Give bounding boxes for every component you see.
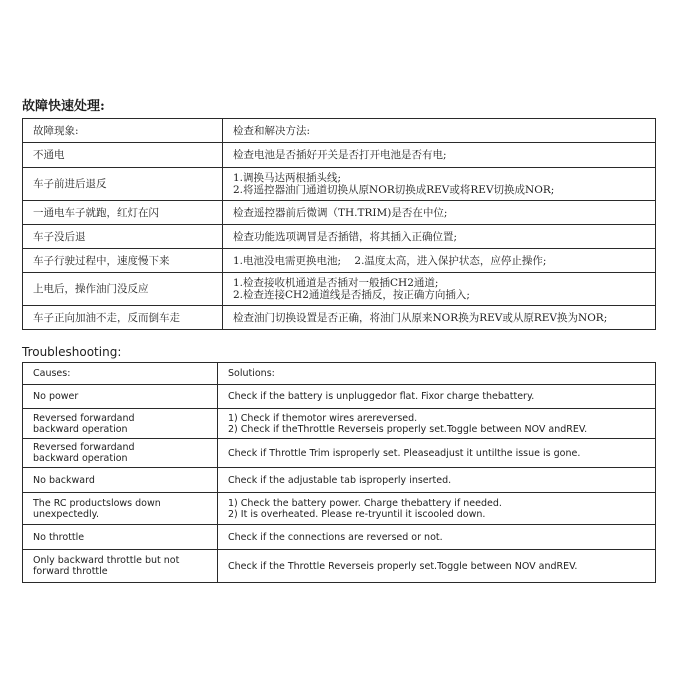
cause-column-header: Causes: bbox=[23, 363, 218, 385]
solution-cell bbox=[223, 249, 656, 273]
solution-cell bbox=[218, 439, 656, 468]
cause-line: forward throttle bbox=[33, 566, 108, 577]
solution-cell bbox=[223, 143, 656, 168]
cause-cell bbox=[23, 385, 218, 409]
cause-line: Reversed forwardand bbox=[33, 412, 135, 424]
solution-line: 1) Check the battery power. Charge thebattery if needed. bbox=[228, 497, 502, 509]
table-row bbox=[23, 385, 656, 409]
solution-line: Check if the Throttle Reverseis properly set.Toggle between NOV andREV. bbox=[228, 560, 578, 572]
cause-line: backward operation bbox=[33, 423, 128, 435]
solution-cell bbox=[223, 306, 656, 330]
table-row bbox=[23, 439, 656, 468]
solution-column-header: 检查和解决方法: bbox=[223, 119, 656, 143]
table-row bbox=[23, 525, 656, 550]
table-row bbox=[23, 468, 656, 493]
cause-line: No power bbox=[33, 391, 79, 402]
solution-cell bbox=[223, 168, 656, 201]
table-row bbox=[23, 201, 656, 225]
cause-cell bbox=[23, 439, 218, 468]
table-row bbox=[23, 249, 656, 273]
solution-line: 2.将遥控器油门通道切换从原NOR切换成REV或将REV切换成NOR; bbox=[233, 184, 555, 196]
cause-cell: 一通电车子就跑，红灯在闪 bbox=[23, 201, 223, 225]
cause-cell: 上电后，操作油门没反应 bbox=[23, 273, 223, 306]
cause-cell bbox=[23, 468, 218, 493]
cause-line: backward operation bbox=[33, 453, 128, 464]
english-troubleshooting-table bbox=[22, 362, 656, 583]
cause-cell bbox=[23, 409, 218, 439]
solution-cell bbox=[218, 525, 656, 550]
table-row bbox=[23, 409, 656, 439]
cause-line: Reversed forwardand bbox=[33, 442, 135, 453]
cause-line: The RC productslows down bbox=[33, 497, 161, 509]
solution-line: 检查油门切换设置是否正确，将油门从原来NOR换为REV或从原REV换为NOR; bbox=[233, 311, 608, 324]
solution-line: 1.电池没电需更换电池; 2.温度太高，进入保护状态，应停止操作; bbox=[233, 254, 547, 267]
solution-line: Check if the connections are reversed or not. bbox=[228, 531, 443, 543]
cause-cell: 不通电 bbox=[23, 143, 223, 168]
solution-line: 2) It is overheated. Please re-tryuntil it iscooled down. bbox=[228, 508, 486, 520]
english-section-heading: Troubleshooting: bbox=[22, 345, 122, 359]
solution-cell bbox=[218, 468, 656, 493]
cause-cell: 车子正向加油不走，反而倒车走 bbox=[23, 306, 223, 330]
solution-cell bbox=[218, 385, 656, 409]
table-row bbox=[23, 493, 656, 525]
solution-cell bbox=[223, 273, 656, 306]
cause-line: No backward bbox=[33, 474, 95, 486]
solution-line: 检查功能选项调冒是否插错，将其插入正确位置; bbox=[233, 230, 458, 243]
cause-line: No throttle bbox=[33, 531, 85, 543]
solution-line: Check if Throttle Trim isproperly set. Pleaseadjust it untilthe issue is gone. bbox=[228, 447, 581, 459]
solution-line: 1.检查接收机通道是否插对一般插CH2通道; bbox=[233, 277, 439, 289]
cause-cell bbox=[23, 525, 218, 550]
solution-column-header: Solutions: bbox=[218, 363, 656, 385]
cause-cell: 车子没后退 bbox=[23, 225, 223, 249]
solution-cell bbox=[223, 201, 656, 225]
solution-cell bbox=[218, 409, 656, 439]
chinese-section-heading: 故障快速处理: bbox=[22, 99, 105, 114]
table-row bbox=[23, 306, 656, 330]
chinese-troubleshooting-table bbox=[22, 118, 656, 330]
table-row bbox=[23, 225, 656, 249]
solution-line: Check if the adjustable tab isproperly inserted. bbox=[228, 474, 452, 486]
solution-line: 1.调换马达两根插头线; bbox=[233, 172, 342, 184]
cause-line: Only backward throttle but not bbox=[33, 555, 180, 566]
solution-line: 2.检查连接CH2通道线是否插反，按正确方向插入; bbox=[233, 289, 470, 301]
cause-cell: 车子前进后退反 bbox=[23, 168, 223, 201]
table-row bbox=[23, 550, 656, 583]
solution-cell bbox=[218, 550, 656, 583]
solution-line: 检查电池是否插好开关是否打开电池是否有电; bbox=[233, 149, 447, 161]
table-row bbox=[23, 273, 656, 306]
cause-cell bbox=[23, 493, 218, 525]
solution-cell bbox=[223, 225, 656, 249]
cause-cell bbox=[23, 550, 218, 583]
solution-cell bbox=[218, 493, 656, 525]
table-header-row bbox=[23, 363, 656, 385]
solution-line: 1) Check if themotor wires arereversed. bbox=[228, 412, 418, 424]
solution-line: Check if the battery is unpluggedor flat. Fixor charge thebattery. bbox=[228, 391, 535, 402]
table-header-row bbox=[23, 119, 656, 143]
solution-line: 检查遥控器前后微调（TH.TRIM)是否在中位; bbox=[233, 206, 448, 219]
table-row bbox=[23, 168, 656, 201]
table-row bbox=[23, 143, 656, 168]
cause-cell: 车子行驶过程中，速度慢下来 bbox=[23, 249, 223, 273]
cause-column-header: 故障现象: bbox=[23, 119, 223, 143]
cause-line: unexpectedly. bbox=[33, 508, 99, 520]
solution-line: 2) Check if theThrottle Reverseis properly set.Toggle between NOV andREV. bbox=[228, 423, 588, 435]
